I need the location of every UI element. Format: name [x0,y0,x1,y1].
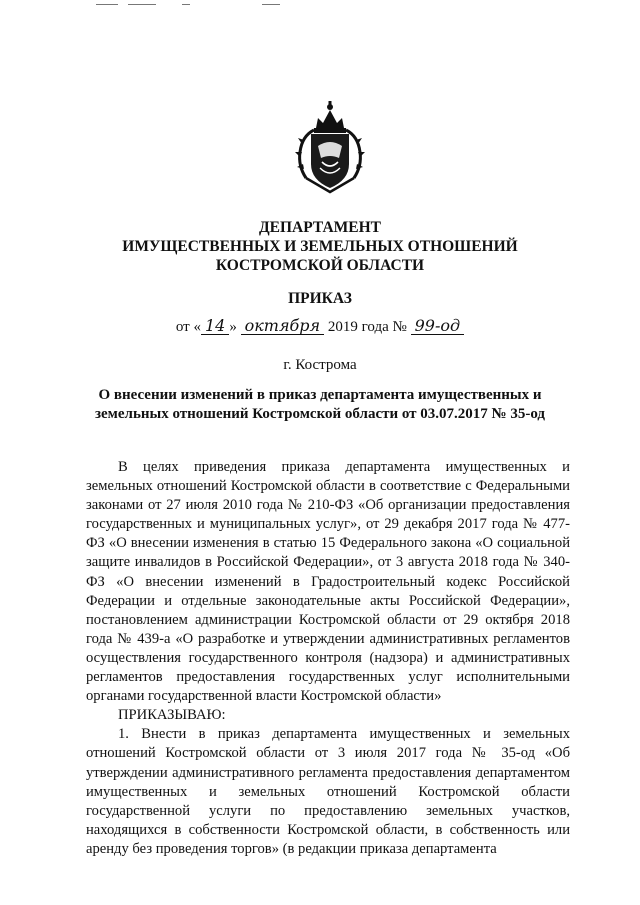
order-date-line [0,318,640,336]
order-word: ПРИКАЗЫВАЮ: [118,707,226,724]
item-1-paragraph: 1. Внести в приказ департамента имущественных и земельных отношений Костромской области от 3 июля 2017 года № 35-од «Об утверждении административного регламента предоставления департаментом имущественных и земельных отношений Костромской области государственной услуги по предоставлению земельных участков, находящихся в собственности Костромской области, в собственность или аренду без проведения торгов» (в редакции приказа департамента [86,726,570,857]
subject-line: земельных отношений Костромской области от 03.07.2017 № 35-од [94,406,546,422]
order-month: октября [241,318,325,335]
date-quote-close: » [229,319,237,335]
order-body [86,458,570,859]
order-subject [0,386,640,424]
department-line: ДЕПАРТАМЕНТ [258,219,382,236]
department-line: ИМУЩЕСТВЕННЫХ И ЗЕМЕЛЬНЫХ ОТНОШЕНИЙ [122,238,518,255]
scan-artifact [262,4,280,5]
place-of-issue: г. Кострома [283,357,357,373]
document-type: ПРИКАЗ [288,290,352,307]
preamble-paragraph: В целях приведения приказа департамента имущественных и земельных отношений Костромской области в соответствие с Федеральными законами от 27 июля 2010 года № 210-ФЗ «Об организации предоставления государственных и муниципальных услуг», от 29 декабря 2017 года № 477-ФЗ «О внесении изменения в статью 15 Федерального закона «О социальной защите инвалидов в Российской Федерации», от 3 августа 2018 года № 340-ФЗ «О внесении изменений в Градостроительный кодекс Российской Федерации и отдельные законодательные акты Российской Федерации», постановлением администрации Костромской области от 29 октября 2018 года № 439-а «О разработке и утверждении административных регламентов осуществления государственного контроля (надзора) и административных регламентов предоставления государственных услуг исполнительными органами государственной власти Костромской области» [86,459,570,705]
scan-artifact [182,4,190,5]
scan-artifact [128,4,156,5]
order-number: 99-од [411,318,465,335]
department-name [0,218,640,275]
date-prefix: от « [175,319,201,335]
scan-artifact [96,4,118,5]
order-year: 2019 года № [327,319,407,335]
order-day: 14 [201,318,229,335]
department-line: КОСТРОМСКОЙ ОБЛАСТИ [215,257,425,274]
coat-of-arms-emblem [292,100,368,196]
subject-line: О внесении изменений в приказ департамента имущественных и [98,387,542,403]
